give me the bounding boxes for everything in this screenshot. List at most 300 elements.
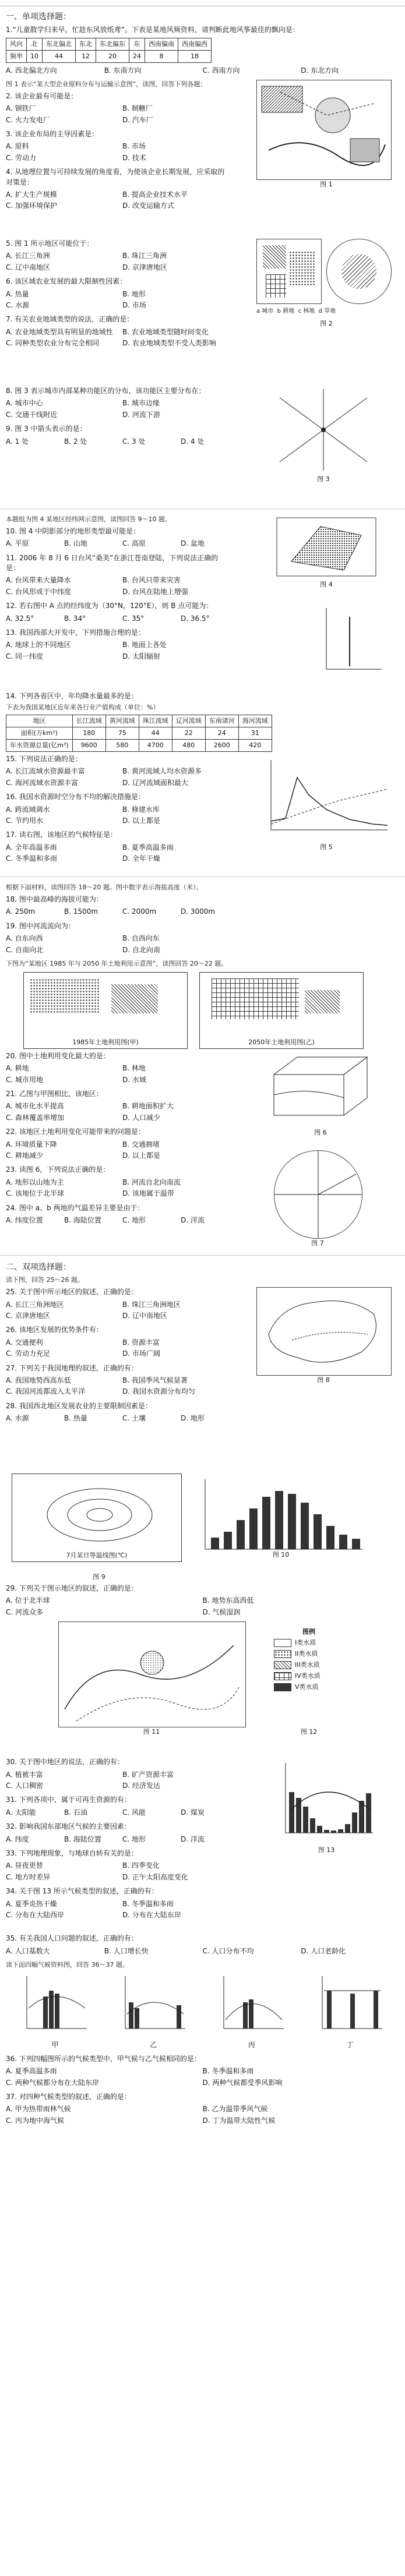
figure-2a xyxy=(256,239,322,304)
table-cell: 8 xyxy=(145,50,178,62)
option[interactable]: B. 珠江三角洲地区 xyxy=(122,1300,181,1309)
option[interactable]: D. 我国水资源分布均匀 xyxy=(122,1387,195,1396)
option[interactable]: D. 盆地 xyxy=(181,539,205,548)
option[interactable]: C. 河流众多 xyxy=(6,1607,44,1616)
climate-a-svg xyxy=(20,1973,90,2037)
option[interactable]: B. 珠江三角洲 xyxy=(122,252,167,260)
option[interactable]: A. 昼夜更替 xyxy=(6,1861,43,1870)
option[interactable]: D. 太阳辐射 xyxy=(122,652,160,660)
fig10-bar xyxy=(314,1514,322,1549)
option[interactable]: B. 林地 xyxy=(122,1064,146,1073)
option[interactable]: A. 耕地 xyxy=(6,1064,29,1073)
table-cell: 22 xyxy=(172,727,205,740)
option[interactable]: B. 台风只带来灾害 xyxy=(122,576,181,585)
option[interactable]: D. 两种气候都受季风影响 xyxy=(202,2078,283,2087)
question-35: 35. 有关我国人口问题的叙述，正确的有： xyxy=(6,1934,138,1943)
option[interactable]: A. 夏季炎热干燥 xyxy=(6,1899,57,1908)
table-header: 黄河流域 xyxy=(105,715,139,727)
fig2-core xyxy=(341,254,376,289)
option[interactable]: C. 森林覆盖率增加 xyxy=(6,1113,65,1122)
option[interactable]: C. 同一纬度 xyxy=(6,652,44,660)
fig10-bar xyxy=(275,1491,283,1549)
option[interactable]: C. 3 处 xyxy=(122,437,146,446)
table-header: 辽河流域 xyxy=(172,715,205,727)
figure-1-caption: 图 1 xyxy=(320,180,333,188)
option[interactable]: D. 正午太阳高度变化 xyxy=(122,1872,188,1881)
table-header: 北 xyxy=(27,38,43,50)
q8-options xyxy=(6,398,239,421)
question-6: 6. 该区域农业发展的最大限制性因素： xyxy=(6,277,127,286)
option[interactable]: A. 250m xyxy=(6,907,36,916)
option[interactable]: C. 冬季温和多雨 xyxy=(6,854,58,863)
q13-options xyxy=(6,639,239,662)
option[interactable]: D. 全年干燥 xyxy=(122,854,160,863)
top-rule xyxy=(0,0,405,6)
block-fig11 xyxy=(0,1621,405,1755)
option[interactable]: C. 土壤 xyxy=(122,1414,146,1423)
bar xyxy=(374,1991,378,2029)
industry-table xyxy=(6,715,272,752)
option[interactable]: D. 人口老龄化 xyxy=(301,1946,346,1955)
option[interactable]: C. 自南向北 xyxy=(6,945,44,954)
option[interactable]: A. 长江三角洲 xyxy=(6,252,50,260)
legend-item: a 城市 xyxy=(256,308,274,315)
option[interactable]: D. 该地属于温带 xyxy=(122,1189,174,1198)
option[interactable]: D. 地形 xyxy=(181,1414,205,1423)
option[interactable]: C. 西南方向 xyxy=(202,66,240,75)
fig10-bar xyxy=(352,1539,360,1549)
bar xyxy=(243,2002,248,2029)
figure-11-map xyxy=(58,1621,246,1727)
option[interactable]: D. 市场 xyxy=(122,301,146,309)
map-1985 xyxy=(23,972,188,1049)
option[interactable]: C. 劳动力 xyxy=(6,153,37,162)
option[interactable]: D. 洋流 xyxy=(181,1835,205,1843)
option[interactable]: A. 扩大生产规模 xyxy=(6,190,57,199)
fig8-river xyxy=(292,1333,368,1340)
option[interactable]: D. 气候湿润 xyxy=(202,1607,241,1616)
option[interactable]: A. 甲为热带雨林气候 xyxy=(6,2105,71,2114)
option[interactable]: B. 冬季温和多雨 xyxy=(202,2067,254,2076)
option[interactable]: D. 农业地域类型不受人类影响 xyxy=(122,339,216,348)
option[interactable]: D. 煤炭 xyxy=(181,1808,205,1817)
option[interactable]: C. 35° xyxy=(122,614,145,623)
q34-options xyxy=(6,1899,239,1921)
option[interactable]: C. 交通干线附近 xyxy=(6,410,58,419)
q9-options xyxy=(6,436,239,447)
legend-row xyxy=(274,1660,344,1670)
q12-options xyxy=(6,613,239,624)
note: 下图为“某地区 1985 年与 2050 年土地利用示意图”，读图回答 20～22 题。 xyxy=(6,959,228,967)
option[interactable]: A. 钢铁厂 xyxy=(6,104,36,113)
fig4-shaded-area xyxy=(291,526,361,570)
option[interactable]: B. 2 处 xyxy=(64,437,87,446)
option[interactable]: C. 台风形成于中纬度 xyxy=(6,587,72,596)
option[interactable]: A. 32.5° xyxy=(6,614,34,623)
q36-options xyxy=(6,2066,399,2089)
option[interactable]: D. 36.5° xyxy=(181,614,210,623)
option[interactable]: A. 热量 xyxy=(6,289,29,298)
fig10-bar xyxy=(224,1532,232,1549)
table-header: 西南偏南 xyxy=(145,38,178,50)
legend-swatch xyxy=(274,1650,291,1658)
option[interactable]: B. 山地 xyxy=(64,539,87,548)
option[interactable]: A. 地形以山地为主 xyxy=(6,1178,64,1186)
fig7-ray xyxy=(318,1174,356,1195)
bar xyxy=(43,1997,48,2029)
table-cell: 频率 xyxy=(6,50,27,62)
question-1: 1.“儿童散学归来早，忙趁东风放纸鸢”。下表是某地风频资料，请判断此地风筝最佳的飘向是： xyxy=(6,26,300,34)
legend-title: 图例 xyxy=(302,1628,315,1636)
option[interactable]: A. 交通便利 xyxy=(6,1338,43,1347)
option[interactable]: C. 城市用地 xyxy=(6,1075,44,1084)
option[interactable]: B. 耕地面积扩大 xyxy=(122,1102,174,1111)
option[interactable]: D. 水域 xyxy=(122,1075,146,1084)
table-cell: 年水资源总量(亿m³) xyxy=(6,740,73,752)
option[interactable]: B. 人口增长快 xyxy=(104,1946,149,1955)
map-2050-caption: 2050年土地利用图(乙) xyxy=(248,1038,315,1046)
fig10-bar xyxy=(237,1520,245,1549)
fig12-legend xyxy=(274,1627,344,1694)
legend-row xyxy=(274,1683,344,1692)
option[interactable]: C. 地方时差异 xyxy=(6,1872,51,1881)
bar xyxy=(129,2002,133,2029)
figure-10-climograph xyxy=(193,1473,368,1561)
option[interactable]: A. 植被丰富 xyxy=(6,1770,43,1779)
fig11-svg xyxy=(59,1622,245,1727)
option[interactable]: B. 黄河流域人均水资源多 xyxy=(122,767,202,776)
option[interactable]: B. 矿产资源丰富 xyxy=(122,1770,174,1779)
option[interactable]: B. 夏季高温多雨 xyxy=(122,843,174,851)
option[interactable]: B. 地形 xyxy=(122,289,146,298)
fig13-bar xyxy=(317,1826,322,1833)
option[interactable]: D. 人口减少 xyxy=(122,1113,160,1122)
fig13-bar xyxy=(303,1807,308,1833)
legend-item: b 耕地 xyxy=(277,308,295,315)
q31-options xyxy=(6,1807,239,1818)
option[interactable]: C. 加强环境保护 xyxy=(6,202,58,210)
table-header: 海河流域 xyxy=(238,715,272,727)
q2-options xyxy=(6,103,239,126)
option[interactable]: D. 洋流 xyxy=(181,1216,205,1224)
option[interactable]: B. 河流自北向南流 xyxy=(122,1178,181,1186)
table-cell: 44 xyxy=(43,50,76,62)
question-8: 8. 图 3 表示城市内部某种功能区的分布，该功能区主要分布在： xyxy=(6,386,206,395)
option[interactable]: A. 长江三角洲地区 xyxy=(6,1300,64,1309)
option[interactable]: B. 热量 xyxy=(64,1414,87,1423)
climate-charts-row xyxy=(6,1973,399,2051)
question-10: 10. 图 4 中阴影部分的地形类型最可能是： xyxy=(6,526,140,535)
legend-item: c 林地 xyxy=(298,308,315,315)
option[interactable]: A. 水源 xyxy=(6,1414,29,1423)
fig10-bars xyxy=(211,1491,360,1549)
option[interactable]: D. 辽河流域面积最大 xyxy=(122,778,188,787)
climate-chart-c xyxy=(217,1973,287,2051)
option[interactable]: C. 耕地减少 xyxy=(6,1151,44,1160)
option[interactable]: A. 太阳能 xyxy=(6,1808,36,1817)
fig13-bar xyxy=(366,1793,371,1833)
option[interactable]: C. 2000m xyxy=(122,907,157,916)
option[interactable]: B. 东南方向 xyxy=(104,66,142,75)
option[interactable]: C. 该地位于北半球 xyxy=(6,1189,65,1198)
option[interactable]: B. 自西向东 xyxy=(122,934,160,943)
climate-chart-d xyxy=(315,1973,385,2051)
option[interactable]: A. 地球上的不同地区 xyxy=(6,641,71,649)
fig9-caption-text: 7月某日等温线图(℃) xyxy=(66,1552,128,1560)
figure-7-globe xyxy=(274,1150,362,1239)
table-header: 东 xyxy=(129,38,145,50)
figure-12-caption: 图 12 xyxy=(300,1728,318,1736)
option[interactable]: B. 我国季风气候显著 xyxy=(122,1376,188,1384)
q15-options xyxy=(6,766,239,789)
option[interactable]: D. 改变运输方式 xyxy=(122,202,174,210)
option[interactable]: A. 1 处 xyxy=(6,437,29,446)
q26-options xyxy=(6,1337,239,1360)
fig13-bar xyxy=(324,1830,329,1833)
option[interactable]: B. 交通拥堵 xyxy=(122,1140,160,1149)
option[interactable]: B. 冬季温和多雨 xyxy=(122,1899,174,1908)
climate-c-svg xyxy=(217,1973,287,2037)
option[interactable]: B. 修建水库 xyxy=(122,805,160,814)
option[interactable]: C. 两种气候都分布在大陆东岸 xyxy=(6,2078,100,2087)
question-20: 20. 图中土地利用变化最大的是： xyxy=(6,1051,110,1060)
q5-options xyxy=(6,250,239,273)
climate-chart-b xyxy=(118,1973,188,2051)
note: 根据下面材料，读图回答 18～20 题。图中数字表示海拔高度（米）。 xyxy=(6,884,203,892)
option[interactable]: D. 以上都是 xyxy=(122,817,160,825)
legend-item: d 草地 xyxy=(318,308,336,315)
map-1985-farmland xyxy=(30,978,100,1013)
q11-options xyxy=(6,575,239,598)
figure-13-climograph xyxy=(274,1757,379,1844)
fig9-isotherm xyxy=(47,1489,152,1541)
option[interactable]: C. 水源 xyxy=(6,301,30,309)
q30-options xyxy=(6,1769,239,1792)
q3-options xyxy=(6,141,239,164)
option[interactable]: D. 河流下游 xyxy=(122,410,160,419)
option[interactable]: D. 自北向南 xyxy=(122,945,160,954)
block-fig1 xyxy=(0,80,405,237)
option[interactable]: B. 地势东高西低 xyxy=(202,1596,254,1605)
fig3-center xyxy=(321,427,326,432)
option[interactable]: B. 市场 xyxy=(122,142,146,151)
option[interactable]: B. 1500m xyxy=(64,907,98,916)
land-use-maps xyxy=(23,972,382,1048)
fig10-bar xyxy=(301,1503,309,1549)
question-29: 29. 下列关于图示地区的叙述，正确的是： xyxy=(6,1584,138,1593)
legend-label: V类水质 xyxy=(295,1683,319,1691)
option[interactable]: A. 纬度位置 xyxy=(6,1216,43,1224)
option[interactable]: A. 台风带来大量降水 xyxy=(6,576,71,585)
option[interactable]: B. 资源丰富 xyxy=(122,1338,160,1347)
option[interactable]: A. 自东向西 xyxy=(6,934,43,943)
table-cell: 75 xyxy=(105,727,139,740)
fig13-bar xyxy=(331,1831,336,1833)
legend-row xyxy=(274,1638,344,1648)
legend-swatch xyxy=(274,1661,291,1669)
note: 读下图，回答 25～26 题。 xyxy=(6,1276,84,1284)
option[interactable]: B. 地面上各处 xyxy=(122,641,167,649)
figure-4-map xyxy=(274,515,379,579)
figure-11-caption: 图 11 xyxy=(143,1728,160,1736)
table-cell: 24 xyxy=(205,727,238,740)
figure-3-caption: 图 3 xyxy=(317,475,330,483)
fig6-top xyxy=(274,1057,367,1075)
block-fig8 xyxy=(0,1287,405,1473)
option[interactable]: D. 东北方向 xyxy=(301,66,339,75)
legend-label: II类水质 xyxy=(295,1650,318,1658)
fig5-curve xyxy=(271,778,388,825)
fig2-zone-a xyxy=(263,245,286,268)
option[interactable]: B. 乙为温带季风气候 xyxy=(202,2105,268,2114)
fig8-outline xyxy=(269,1301,376,1363)
option[interactable]: C. 地形 xyxy=(122,1216,146,1224)
map-2050-forest xyxy=(305,990,340,1013)
figure-4-caption: 图 4 xyxy=(320,580,333,588)
option[interactable]: C. 地形 xyxy=(122,1835,146,1843)
table-cell: 面积(万km²) xyxy=(6,727,73,740)
fig4-svg xyxy=(274,515,379,579)
question-34: 34. 关于图 13 所示气候类型的叙述，正确的有： xyxy=(6,1887,159,1896)
option[interactable]: D. 分布在大陆东岸 xyxy=(122,1910,181,1919)
option[interactable]: A. 位于北半球 xyxy=(6,1596,50,1605)
option[interactable]: D. 3000m xyxy=(181,907,216,916)
option[interactable]: B. 提高企业技术水平 xyxy=(122,190,188,199)
option[interactable]: C. 火力发电厂 xyxy=(6,115,51,124)
table-cell: 420 xyxy=(238,740,272,752)
option[interactable]: C. 高原 xyxy=(122,539,146,548)
figure-7-caption: 图 7 xyxy=(311,1239,324,1247)
question-22: 22. 该地区土地利用变化可能带来的问题是： xyxy=(6,1128,145,1136)
option[interactable]: B. 农业地域类型随时间变化 xyxy=(122,327,209,336)
fig10-bar xyxy=(249,1508,258,1549)
option[interactable]: C. 丙为地中海气候 xyxy=(6,2116,65,2125)
option[interactable]: D. 市场广阔 xyxy=(122,1349,160,1358)
block-fig13 xyxy=(0,1757,405,1932)
legend-label: IV类水质 xyxy=(295,1672,321,1680)
option[interactable]: A. 纬度 xyxy=(6,1835,29,1843)
option[interactable]: C. 同种类型农业分布完全相同 xyxy=(6,339,100,348)
fig9-isotherm xyxy=(68,1499,132,1531)
q19-options xyxy=(6,933,239,956)
question-15: 15. 下列说法正确的是： xyxy=(6,755,82,764)
option[interactable]: A. 人口基数大 xyxy=(6,1946,50,1955)
fig13-svg xyxy=(274,1757,379,1844)
option[interactable]: A. 环境质量下降 xyxy=(6,1140,57,1149)
option[interactable]: A. 全年高温多雨 xyxy=(6,843,57,851)
fig6-layer xyxy=(274,1091,344,1097)
option[interactable]: D. 丁为温带大陆性气候 xyxy=(202,2116,276,2125)
option[interactable]: A. 城市中心 xyxy=(6,399,43,408)
legend-row xyxy=(274,1672,344,1681)
option[interactable]: A. 城市化水平提高 xyxy=(6,1102,64,1111)
fig9-svg xyxy=(12,1474,181,1561)
table-cell: 2600 xyxy=(205,740,238,752)
bar xyxy=(350,1994,355,2029)
option[interactable]: C. 辽中南地区 xyxy=(6,263,51,271)
option[interactable]: A. 原料 xyxy=(6,142,29,151)
table-cell: 18 xyxy=(178,50,212,62)
option[interactable]: B. 制糖厂 xyxy=(122,104,153,113)
option[interactable]: C. 风能 xyxy=(122,1808,146,1817)
option[interactable]: A. 平原 xyxy=(6,539,29,548)
table-cell: 4700 xyxy=(139,740,172,752)
option[interactable]: B. 海陆位置 xyxy=(64,1216,101,1224)
option[interactable]: B. 石油 xyxy=(64,1808,87,1817)
option[interactable]: C. 我国河流都流入太平洋 xyxy=(6,1387,86,1396)
figure-2-caption: 图 2 xyxy=(320,319,333,327)
question-24: 24. 图中 a、b 两地的气温差异主要是由于： xyxy=(6,1203,145,1212)
option[interactable]: D. 京津唐地区 xyxy=(122,263,167,271)
q1-options xyxy=(6,65,399,76)
block-fig2 xyxy=(0,239,405,384)
fig1-hatch xyxy=(262,86,302,112)
option[interactable]: D. 台风在陆地上增强 xyxy=(122,587,188,596)
q35-options xyxy=(6,1946,399,1957)
climate-label: 丁 xyxy=(346,2041,354,2050)
fig2-zone-b xyxy=(289,251,315,286)
legend-swatch xyxy=(274,1683,291,1691)
option[interactable]: C. 京津唐地区 xyxy=(6,1311,51,1320)
question-28: 28. 我国西北地区发展农业的主要限制因素是： xyxy=(6,1401,152,1410)
option[interactable]: C. 节约用水 xyxy=(6,817,44,825)
option[interactable]: D. 以上都是 xyxy=(122,1151,160,1160)
q10-options xyxy=(6,538,239,549)
fig1-svg xyxy=(257,80,391,179)
climate-b-svg xyxy=(118,1973,188,2037)
question-31: 31. 下列各项中，属于可再生资源的有： xyxy=(6,1796,131,1804)
option[interactable]: A. 夏季高温多雨 xyxy=(6,2067,57,2076)
option[interactable]: D. 经济发达 xyxy=(122,1782,160,1790)
option[interactable]: B. 海陆位置 xyxy=(64,1835,101,1843)
option[interactable]: D. 汽车厂 xyxy=(122,115,153,124)
option[interactable]: C. 人口稠密 xyxy=(6,1782,44,1790)
option[interactable]: D. 4 处 xyxy=(181,437,205,446)
option[interactable]: D. 技术 xyxy=(122,153,146,162)
q16-options xyxy=(6,804,239,827)
option[interactable]: B. 34° xyxy=(64,614,86,623)
option[interactable]: B. 城市边缘 xyxy=(122,399,160,408)
option[interactable]: C. 分布在大陆西岸 xyxy=(6,1910,65,1919)
q6-options xyxy=(6,289,239,312)
bar xyxy=(177,2005,181,2029)
bar xyxy=(55,1994,59,2029)
option[interactable]: D. 辽中南地区 xyxy=(122,1311,167,1320)
figure-axis-chart xyxy=(315,602,385,678)
option[interactable]: A. 农业地域类型具有明显的地域性 xyxy=(6,327,113,336)
option[interactable]: A. 我国地势西高东低 xyxy=(6,1376,71,1384)
map-2050 xyxy=(199,972,364,1049)
option[interactable]: B. 四季变化 xyxy=(122,1861,160,1870)
fig11-lake xyxy=(140,1651,164,1674)
option[interactable]: C. 劳动力充足 xyxy=(6,1349,51,1358)
legend-swatch xyxy=(274,1639,291,1647)
fig8-svg xyxy=(257,1288,391,1375)
figure-1-map xyxy=(256,80,392,180)
figure-10-caption: 图 10 xyxy=(272,1551,290,1559)
option[interactable]: A. 西北偏北方向 xyxy=(6,66,57,75)
option[interactable]: C. 海河流域水资源丰富 xyxy=(6,778,79,787)
q22-options xyxy=(6,1139,239,1162)
legend-label: I类水质 xyxy=(295,1639,316,1647)
q33-options xyxy=(6,1860,239,1883)
option[interactable]: A. 长江流域水资源最丰富 xyxy=(6,767,85,776)
table-header: 地区 xyxy=(6,715,73,727)
q21-options xyxy=(6,1101,239,1123)
option[interactable]: A. 跨流域调水 xyxy=(6,805,50,814)
option[interactable]: C. 人口分布不均 xyxy=(202,1946,254,1955)
question-30: 30. 关于图中地区的说法，正确的有： xyxy=(6,1758,124,1766)
